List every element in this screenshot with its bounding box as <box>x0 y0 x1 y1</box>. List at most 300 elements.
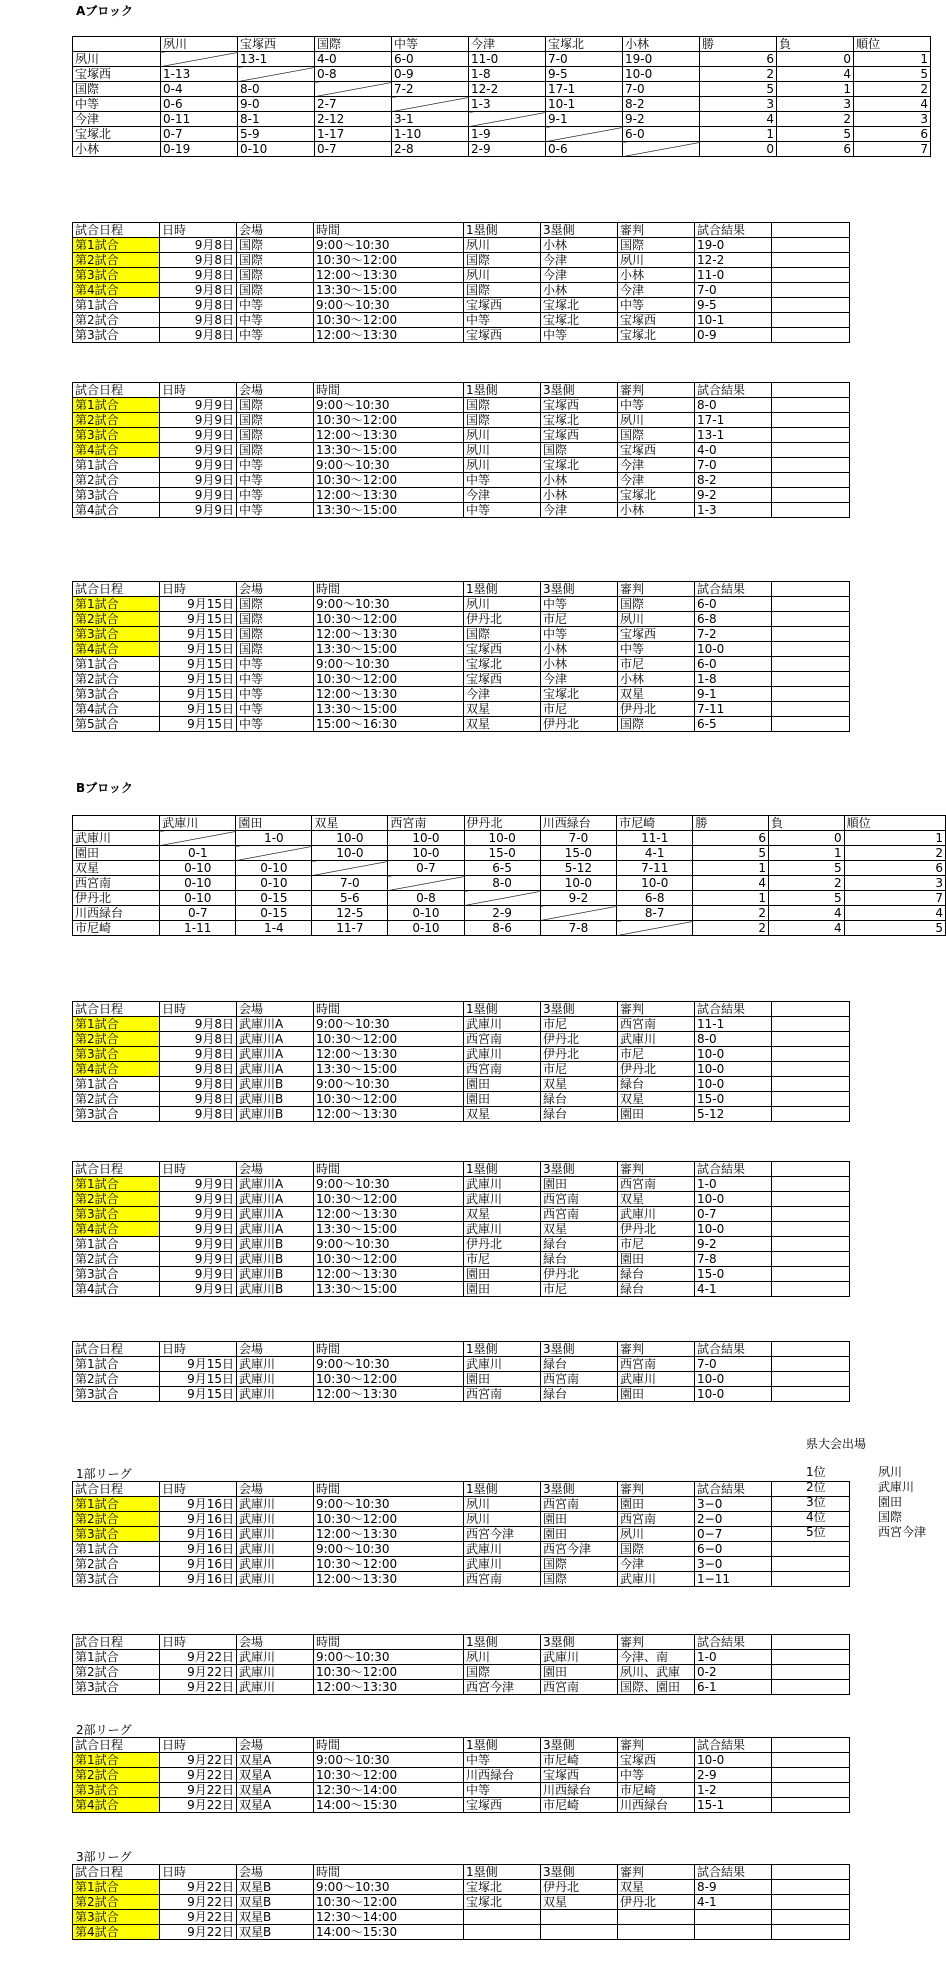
time-slot: 9:00〜10:30 <box>314 597 464 612</box>
umpire-team: 宝塚西 <box>618 1753 695 1768</box>
blank-cell <box>772 328 850 343</box>
game-label: 第4試合 <box>73 1798 160 1813</box>
schedule-row <box>73 1387 850 1402</box>
schedule-header-cell: 会場 <box>237 223 314 238</box>
game-result: 1-3 <box>695 503 772 518</box>
third-base-team: 宝塚北 <box>541 313 618 328</box>
game-label: 第2試合 <box>73 473 160 488</box>
schedule-header-cell: 日時 <box>160 1162 237 1177</box>
game-label: 第1試合 <box>73 298 160 313</box>
game-label: 第4試合 <box>73 503 160 518</box>
schedule-header-cell: 会場 <box>237 1342 314 1357</box>
time-slot: 13:30〜15:00 <box>314 503 464 518</box>
time-slot: 9:00〜10:30 <box>314 238 464 253</box>
game-date: 9月16日 <box>160 1572 237 1587</box>
game-result: 4-1 <box>695 1282 772 1297</box>
score-cell: 6-8 <box>617 891 693 906</box>
first-base-team: 夙川 <box>464 1497 541 1512</box>
first-base-team: 夙川 <box>464 597 541 612</box>
score-cell: 9-2 <box>540 891 616 906</box>
game-label: 第3試合 <box>73 1387 160 1402</box>
time-slot: 10:30〜12:00 <box>314 1032 464 1047</box>
team-name: 伊丹北 <box>73 891 160 906</box>
third-base-team: 国際 <box>541 1572 618 1587</box>
score-cell: 7-0 <box>623 82 700 97</box>
standings-header-cell: 西宮南 <box>388 816 464 831</box>
standings-table <box>72 36 931 157</box>
umpire-team: 川西緑台 <box>618 1798 695 1813</box>
time-slot: 10:30〜12:00 <box>314 1092 464 1107</box>
schedule-row <box>73 298 850 313</box>
schedule-header-cell: 会場 <box>237 1482 314 1497</box>
blank-cell <box>772 1062 850 1077</box>
umpire-team: 夙川 <box>618 612 695 627</box>
game-result: 6-5 <box>695 717 772 732</box>
schedule-header-cell: 審判 <box>618 582 695 597</box>
schedule-row <box>73 1282 850 1297</box>
venue: 国際 <box>237 413 314 428</box>
blank-cell <box>772 1282 850 1297</box>
rank: 3 <box>844 876 945 891</box>
first-base-team: 国際 <box>464 1665 541 1680</box>
score-cell: 1-9 <box>469 127 546 142</box>
game-date: 9月22日 <box>160 1910 237 1925</box>
first-base-team: 双星 <box>464 1107 541 1122</box>
blank-cell <box>772 488 850 503</box>
first-base-team: 宝塚北 <box>464 657 541 672</box>
umpire-team: 双星 <box>618 1092 695 1107</box>
rank: 2 <box>844 846 945 861</box>
schedule-header-cell: 試合結果 <box>695 223 772 238</box>
game-label: 第2試合 <box>73 253 160 268</box>
first-base-team: 宝塚西 <box>464 642 541 657</box>
score-cell: 5-9 <box>238 127 315 142</box>
time-slot: 9:00〜10:30 <box>314 1077 464 1092</box>
schedule-table <box>72 1001 850 1122</box>
qualifier-rank: 3位 <box>806 1495 826 1509</box>
game-label: 第3試合 <box>73 1267 160 1282</box>
score-cell: 2-8 <box>392 142 469 157</box>
umpire-team: 今津 <box>618 473 695 488</box>
schedule-header-cell <box>772 383 850 398</box>
umpire-team: 中等 <box>618 398 695 413</box>
time-slot: 9:00〜10:30 <box>314 1650 464 1665</box>
schedule-row <box>73 657 850 672</box>
umpire-team: 国際 <box>618 1542 695 1557</box>
score-cell: 13-1 <box>238 52 315 67</box>
game-result: 15-0 <box>695 1092 772 1107</box>
schedule-row <box>73 1680 850 1695</box>
venue: 双星A <box>237 1798 314 1813</box>
time-slot: 10:30〜12:00 <box>314 1895 464 1910</box>
rank: 7 <box>844 891 945 906</box>
time-slot: 9:00〜10:30 <box>314 298 464 313</box>
score-cell: 0-10 <box>160 861 236 876</box>
time-slot: 10:30〜12:00 <box>314 253 464 268</box>
game-date: 9月8日 <box>160 313 237 328</box>
schedule-header-cell: 試合日程 <box>73 1865 160 1880</box>
diagonal-cell <box>464 891 540 906</box>
block-b-schedule-1 <box>72 1001 850 1122</box>
first-base-team: 園田 <box>464 1282 541 1297</box>
umpire-team: 国際 <box>618 717 695 732</box>
team-name: 今津 <box>73 112 161 127</box>
blank-cell <box>772 298 850 313</box>
umpire-team: 西宮南 <box>618 1017 695 1032</box>
first-base-team: 武庫川 <box>464 1542 541 1557</box>
score-cell: 9-0 <box>238 97 315 112</box>
umpire-team: 緑台 <box>618 1282 695 1297</box>
blank-cell <box>772 398 850 413</box>
game-date: 9月16日 <box>160 1497 237 1512</box>
score-cell: 11-0 <box>469 52 546 67</box>
umpire-team: 園田 <box>618 1107 695 1122</box>
game-result: 13-1 <box>695 428 772 443</box>
standings-row <box>73 876 946 891</box>
umpire-team: 緑台 <box>618 1267 695 1282</box>
game-result: 7-11 <box>695 702 772 717</box>
first-base-team: 宝塚西 <box>464 328 541 343</box>
venue: 武庫川A <box>237 1222 314 1237</box>
game-result: 0-9 <box>695 328 772 343</box>
schedule-header-cell: 3塁側 <box>541 1482 618 1497</box>
blank-cell <box>772 702 850 717</box>
umpire-team: 国際、園田 <box>618 1680 695 1695</box>
score-cell: 0-4 <box>161 82 238 97</box>
schedule-row <box>73 1768 850 1783</box>
block-a-schedule-3 <box>72 581 850 732</box>
game-label: 第4試合 <box>73 1062 160 1077</box>
score-cell: 3-1 <box>392 112 469 127</box>
time-slot: 10:30〜12:00 <box>314 413 464 428</box>
game-label: 第1試合 <box>73 1017 160 1032</box>
score-cell: 12-5 <box>312 906 388 921</box>
first-base-team: 武庫川 <box>464 1047 541 1062</box>
score-cell: 10-0 <box>623 67 700 82</box>
time-slot: 9:00〜10:30 <box>314 1017 464 1032</box>
game-result <box>695 1910 772 1925</box>
time-slot: 13:30〜15:00 <box>314 283 464 298</box>
schedule-header-cell: 試合結果 <box>695 1162 772 1177</box>
third-base-team: 緑台 <box>541 1092 618 1107</box>
time-slot: 10:30〜12:00 <box>314 1768 464 1783</box>
game-result: 15-1 <box>695 1798 772 1813</box>
venue: 中等 <box>237 298 314 313</box>
game-date: 9月9日 <box>160 413 237 428</box>
block-b-schedule-2 <box>72 1161 850 1297</box>
game-date: 9月8日 <box>160 268 237 283</box>
umpire-team: 今津 <box>618 458 695 473</box>
game-date: 9月15日 <box>160 642 237 657</box>
schedule-row <box>73 398 850 413</box>
umpire-team: 今津 <box>618 283 695 298</box>
game-result: 1-0 <box>695 1650 772 1665</box>
standings-row <box>73 891 946 906</box>
third-base-team: 市尼 <box>541 1062 618 1077</box>
schedule-row <box>73 1512 850 1527</box>
score-cell: 15-0 <box>540 846 616 861</box>
game-result: 11-0 <box>695 268 772 283</box>
venue: 武庫川B <box>237 1267 314 1282</box>
block-b-standings <box>72 815 946 936</box>
schedule-header-cell: 試合日程 <box>73 1738 160 1753</box>
game-label: 第2試合 <box>73 313 160 328</box>
score-cell: 2-9 <box>464 906 540 921</box>
game-result: 3−0 <box>695 1557 772 1572</box>
first-base-team: 宝塚西 <box>464 298 541 313</box>
third-base-team: 宝塚西 <box>541 1768 618 1783</box>
schedule-row <box>73 1357 850 1372</box>
losses: 2 <box>777 112 854 127</box>
game-label: 第3試合 <box>73 268 160 283</box>
losses: 4 <box>768 921 844 936</box>
losses: 5 <box>768 861 844 876</box>
standings-header-cell <box>73 816 160 831</box>
diagonal-cell <box>312 861 388 876</box>
time-slot: 13:30〜15:00 <box>314 642 464 657</box>
third-base-team: 小林 <box>541 488 618 503</box>
score-cell: 5-12 <box>540 861 616 876</box>
schedule-row <box>73 1497 850 1512</box>
game-date: 9月9日 <box>160 1207 237 1222</box>
score-cell: 0-15 <box>236 906 312 921</box>
venue: 中等 <box>237 488 314 503</box>
blank-cell <box>772 1680 850 1695</box>
game-label: 第3試合 <box>73 1107 160 1122</box>
first-base-team: 国際 <box>464 253 541 268</box>
block-a-schedule-1 <box>72 222 850 343</box>
venue: 国際 <box>237 612 314 627</box>
losses: 6 <box>777 142 854 157</box>
third-base-team: 双星 <box>541 1077 618 1092</box>
score-cell: 2-9 <box>469 142 546 157</box>
schedule-row <box>73 1783 850 1798</box>
umpire-team: 国際 <box>618 238 695 253</box>
game-date: 9月8日 <box>160 1077 237 1092</box>
score-cell: 0-6 <box>161 97 238 112</box>
venue: 武庫川 <box>237 1557 314 1572</box>
schedule-row <box>73 1753 850 1768</box>
blank-cell <box>772 1237 850 1252</box>
standings-row <box>73 831 946 846</box>
game-result: 8-9 <box>695 1880 772 1895</box>
game-result: 0−7 <box>695 1527 772 1542</box>
third-base-team: 中等 <box>541 597 618 612</box>
umpire-team: 夙川 <box>618 253 695 268</box>
third-base-team: 国際 <box>541 443 618 458</box>
time-slot: 9:00〜10:30 <box>314 1497 464 1512</box>
umpire-team: 国際 <box>618 428 695 443</box>
third-base-team: 西宮南 <box>541 1372 618 1387</box>
schedule-header-cell: 試合結果 <box>695 1865 772 1880</box>
game-result: 6−0 <box>695 1542 772 1557</box>
score-cell: 19-0 <box>623 52 700 67</box>
schedule-row <box>73 313 850 328</box>
game-label: 第1試合 <box>73 1497 160 1512</box>
umpire-team: 夙川、武庫 <box>618 1665 695 1680</box>
qualifier-team: 武庫川 <box>878 1480 915 1494</box>
umpire-team: 緑台 <box>618 1077 695 1092</box>
game-label: 第2試合 <box>73 1512 160 1527</box>
score-cell: 6-5 <box>464 861 540 876</box>
game-label: 第1試合 <box>73 1077 160 1092</box>
schedule-row <box>73 702 850 717</box>
score-cell: 6-0 <box>623 127 700 142</box>
score-cell: 0-10 <box>238 142 315 157</box>
schedule-header-cell: 時間 <box>314 1738 464 1753</box>
umpire-team: 西宮南 <box>618 1357 695 1372</box>
time-slot: 13:30〜15:00 <box>314 1222 464 1237</box>
third-base-team: 小林 <box>541 657 618 672</box>
schedule-row <box>73 1267 850 1282</box>
blank-cell <box>772 1753 850 1768</box>
score-cell: 10-0 <box>388 831 464 846</box>
third-base-team: 西宮南 <box>541 1680 618 1695</box>
third-base-team: 伊丹北 <box>541 1032 618 1047</box>
schedule-header-cell: 試合日程 <box>73 1002 160 1017</box>
venue: 武庫川 <box>237 1527 314 1542</box>
schedule-row <box>73 328 850 343</box>
first-base-team: 国際 <box>464 413 541 428</box>
score-cell: 8-0 <box>238 82 315 97</box>
wins: 2 <box>700 67 777 82</box>
venue: 武庫川B <box>237 1077 314 1092</box>
time-slot: 9:00〜10:30 <box>314 398 464 413</box>
score-cell: 0-15 <box>236 891 312 906</box>
blank-cell <box>772 283 850 298</box>
venue: 国際 <box>237 268 314 283</box>
venue: 中等 <box>237 503 314 518</box>
first-base-team: 市尼 <box>464 1252 541 1267</box>
venue: 国際 <box>237 642 314 657</box>
rank: 5 <box>854 67 931 82</box>
score-cell: 10-0 <box>388 846 464 861</box>
qualifier-item <box>806 1525 926 1540</box>
score-cell: 0-11 <box>161 112 238 127</box>
game-date: 9月15日 <box>160 672 237 687</box>
score-cell: 10-0 <box>312 846 388 861</box>
schedule-header-row <box>73 1162 850 1177</box>
game-result: 17-1 <box>695 413 772 428</box>
game-label: 第2試合 <box>73 1192 160 1207</box>
schedule-header-cell: 審判 <box>618 1482 695 1497</box>
schedule-header-cell: 試合日程 <box>73 1482 160 1497</box>
game-label: 第3試合 <box>73 1783 160 1798</box>
team-name: 武庫川 <box>73 831 160 846</box>
third-base-team: 市尼 <box>541 1282 618 1297</box>
score-cell: 10-0 <box>464 831 540 846</box>
schedule-header-cell: 審判 <box>618 1162 695 1177</box>
venue: 武庫川 <box>237 1572 314 1587</box>
score-cell: 0-6 <box>546 142 623 157</box>
rank: 5 <box>844 921 945 936</box>
umpire-team: 小林 <box>618 503 695 518</box>
schedule-row <box>73 1372 850 1387</box>
score-cell: 2-7 <box>315 97 392 112</box>
league-3-title: 3部リーグ <box>76 1850 132 1864</box>
umpire-team: 西宮南 <box>618 1512 695 1527</box>
standings-header-cell: 今津 <box>469 37 546 52</box>
venue: 武庫川B <box>237 1282 314 1297</box>
schedule-row <box>73 597 850 612</box>
umpire-team: 宝塚西 <box>618 443 695 458</box>
losses: 5 <box>768 891 844 906</box>
schedule-header-row <box>73 1482 850 1497</box>
losses: 1 <box>768 846 844 861</box>
umpire-team: 伊丹北 <box>618 1895 695 1910</box>
schedule-header-cell: 審判 <box>618 383 695 398</box>
game-result: 7-0 <box>695 1357 772 1372</box>
third-base-team: 園田 <box>541 1527 618 1542</box>
first-base-team: 西宮今津 <box>464 1527 541 1542</box>
schedule-header-cell: 時間 <box>314 223 464 238</box>
score-cell: 15-0 <box>464 846 540 861</box>
time-slot: 9:00〜10:30 <box>314 1542 464 1557</box>
game-date: 9月8日 <box>160 328 237 343</box>
umpire-team: 伊丹北 <box>618 1222 695 1237</box>
schedule-header-cell: 試合結果 <box>695 1635 772 1650</box>
third-base-team: 園田 <box>541 1665 618 1680</box>
score-cell: 0-7 <box>160 906 236 921</box>
first-base-team: 西宮南 <box>464 1572 541 1587</box>
venue: 双星B <box>237 1895 314 1910</box>
blank-cell <box>772 1107 850 1122</box>
score-cell: 8-2 <box>623 97 700 112</box>
umpire-team: 今津、南 <box>618 1650 695 1665</box>
wins: 2 <box>693 906 769 921</box>
time-slot: 10:30〜12:00 <box>314 672 464 687</box>
umpire-team: 市尼 <box>618 1237 695 1252</box>
diagonal-cell <box>315 82 392 97</box>
first-base-team: 武庫川 <box>464 1357 541 1372</box>
first-base-team: 双星 <box>464 717 541 732</box>
diagonal-cell <box>546 127 623 142</box>
score-cell: 7-0 <box>540 831 616 846</box>
first-base-team: 宝塚西 <box>464 672 541 687</box>
standings-header-cell: 負 <box>768 816 844 831</box>
game-date: 9月22日 <box>160 1783 237 1798</box>
schedule-header-cell: 1塁側 <box>464 582 541 597</box>
score-cell: 7-11 <box>617 861 693 876</box>
game-date: 9月22日 <box>160 1895 237 1910</box>
wins: 6 <box>693 831 769 846</box>
schedule-header-cell: 試合日程 <box>73 1635 160 1650</box>
wins: 3 <box>700 97 777 112</box>
game-date: 9月8日 <box>160 1047 237 1062</box>
game-label: 第2試合 <box>73 1768 160 1783</box>
schedule-header-cell: 会場 <box>237 1635 314 1650</box>
schedule-header-cell: 1塁側 <box>464 223 541 238</box>
qualifier-rank: 2位 <box>806 1480 826 1494</box>
game-date: 9月8日 <box>160 1062 237 1077</box>
block-b-title: Bブロック <box>76 781 133 795</box>
time-slot: 12:00〜13:30 <box>314 627 464 642</box>
game-date: 9月9日 <box>160 1282 237 1297</box>
game-result: 6-0 <box>695 597 772 612</box>
blank-cell <box>772 1077 850 1092</box>
schedule-row <box>73 1077 850 1092</box>
score-cell: 10-0 <box>312 831 388 846</box>
wins: 2 <box>693 921 769 936</box>
league-2-title: 2部リーグ <box>76 1723 132 1737</box>
standings-header-row <box>73 37 931 52</box>
umpire-team: 双星 <box>618 1880 695 1895</box>
time-slot: 10:30〜12:00 <box>314 1372 464 1387</box>
rank: 4 <box>854 97 931 112</box>
time-slot: 12:00〜13:30 <box>314 1527 464 1542</box>
schedule-header-cell: 日時 <box>160 223 237 238</box>
score-cell: 0-9 <box>392 67 469 82</box>
